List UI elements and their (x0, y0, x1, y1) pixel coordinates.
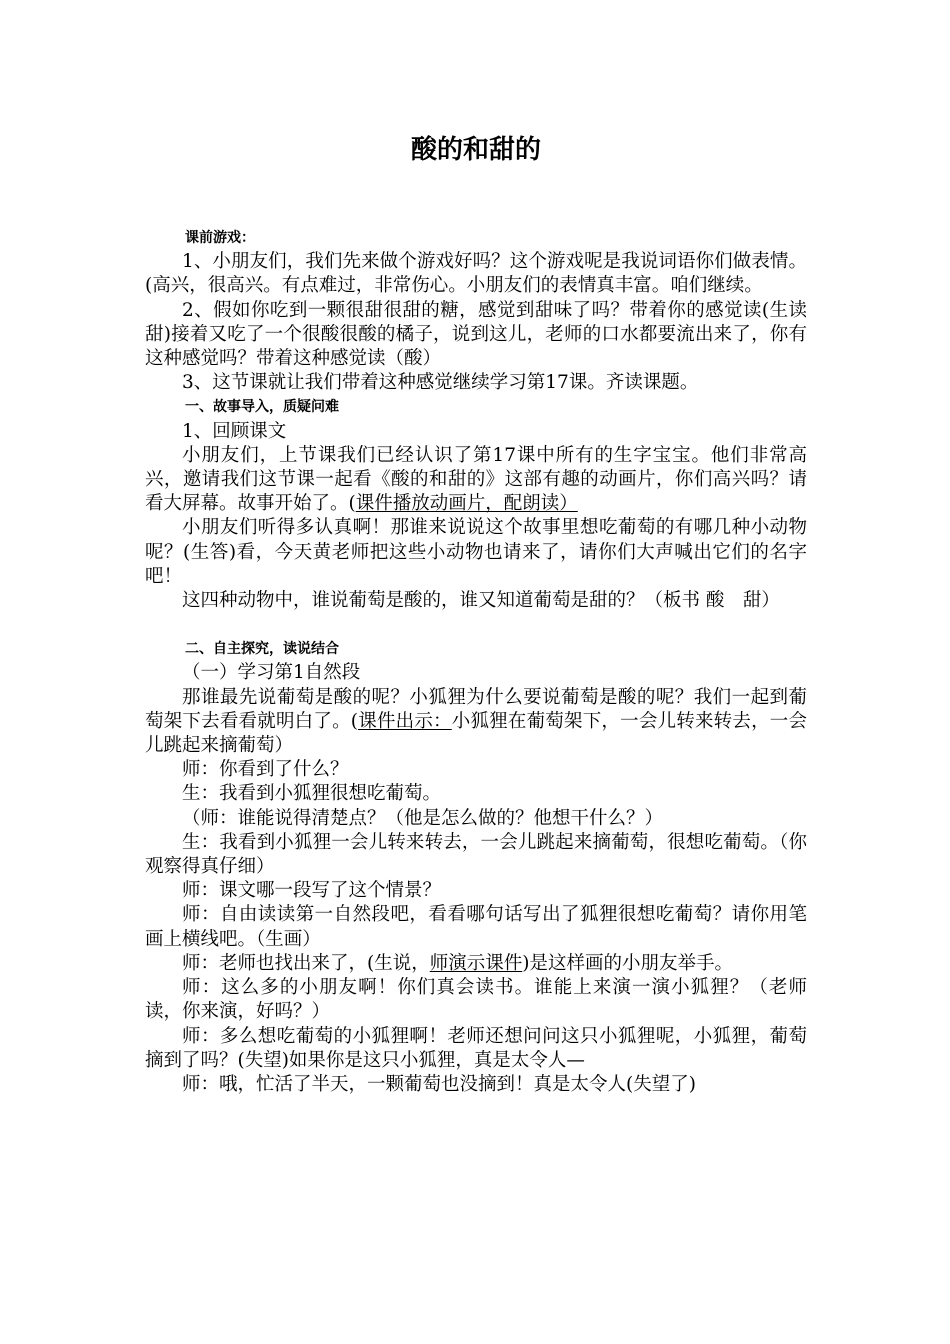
section-1-heading: 一、故事导入，质疑问难 (185, 399, 339, 416)
dialogue-line: 师：这么多的小朋友啊！你们真会读书。谁能上来演一演小狐狸？（老师读，你来演，好吗？） (145, 977, 807, 1023)
dialogue-line (145, 952, 807, 976)
paragraph-text: 那谁最先说葡萄是酸的呢？小狐狸为什么要说葡萄是酸的呢？我们一起到葡萄架下去看看就明白了。( (145, 686, 807, 732)
section-2-heading: 二、自主探究，读说结合 (185, 641, 339, 658)
pre-game-paragraph-2: 2、假如你吃到一颗很甜很甜的糖，感觉到甜味了吗？带着你的感觉读(生读甜)接着又吃了一个很酸很酸的橘子，说到这儿，老师的口水都要流出来了，你有这种感觉吗？带着这种感觉读（酸） (145, 299, 807, 370)
dialogue-line: 师：你看到了什么？ (182, 759, 349, 781)
paragraph-text: 师：老师也找出来了，(生说， (182, 952, 430, 974)
dialogue-line: 师：课文哪一段写了这个情景？ (182, 880, 442, 902)
dialogue-line: 师：哦，忙活了半天，一颗葡萄也没摘到！真是太令人(失望了) (182, 1073, 696, 1095)
pre-game-heading: 课前游戏： (185, 230, 255, 246)
section-1-paragraph-1 (145, 444, 807, 517)
pre-game-paragraph-3: 3、这节课就让我们带着这种感觉继续学习第17课。齐读课题。 (182, 372, 699, 394)
section-1-paragraph-3: 这四种动物中，谁说葡萄是酸的，谁又知道葡萄是甜的？（板书 酸 甜） (182, 590, 780, 612)
page-title: 酸的和甜的 (410, 135, 541, 165)
document-body (145, 226, 807, 1097)
pre-game-paragraph-1: 1、小朋友们，我们先来做个游戏好吗？这个游戏呢是我说词语你们做表情。(高兴，很高兴。有点难过，非常伤心。小朋友们的表情真丰富。咱们继续。 (145, 251, 807, 297)
courseware-note: 课件出示： (358, 710, 452, 732)
section-1-subheading: 1、回顾课文 (182, 420, 287, 442)
paragraph-text: 小朋友们，上节课我们已经认识了第17课中所有的生字宝宝。他们非常高兴，邀请我们这节课一起看《酸的和甜的》这部有趣的动画片，你们高兴吗？请看大屏幕。故事开始了。( (145, 444, 807, 515)
courseware-note: 师演示课件 (429, 952, 523, 974)
dialogue-line: （师：谁能说得清楚点？（他是怎么做的？他想干什么？） (182, 807, 664, 829)
paragraph-text-rest: 小狐狸在葡萄架下，一会儿转来转去，一会儿跳起来摘葡萄） (145, 710, 807, 757)
dialogue-line: 生：我看到小狐狸很想吃葡萄。 (182, 783, 442, 805)
courseware-note: 课件播放动画片，配朗读） (355, 493, 578, 515)
section-2-paragraph-1 (145, 686, 807, 759)
section-1-paragraph-2: 小朋友们听得多认真啊！那谁来说说这个故事里想吃葡萄的有哪几种小动物呢？(生答)看，今天黄老师把这些小动物也请来了，请你们大声喊出它们的名字吧！ (145, 517, 807, 587)
dialogue-line: 师：自由读读第一自然段吧，看看哪句话写出了狐狸很想吃葡萄？请你用笔画上横线吧。（生画） (145, 904, 807, 950)
section-2-subheading: （一）学习第1自然段 (182, 662, 361, 684)
dialogue-line: 师：多么想吃葡萄的小狐狸啊！老师还想问问这只小狐狸呢，小狐狸，葡萄摘到了吗？(失望)如果你是这只小狐狸，真是太令人— (145, 1025, 807, 1071)
paragraph-text-rest: )是这样画的小朋友举手。 (522, 952, 733, 974)
spacer (145, 613, 807, 637)
dialogue-line: 生：我看到小狐狸一会儿转来转去，一会儿跳起来摘葡萄，很想吃葡萄。（你观察得真仔细） (145, 831, 807, 878)
